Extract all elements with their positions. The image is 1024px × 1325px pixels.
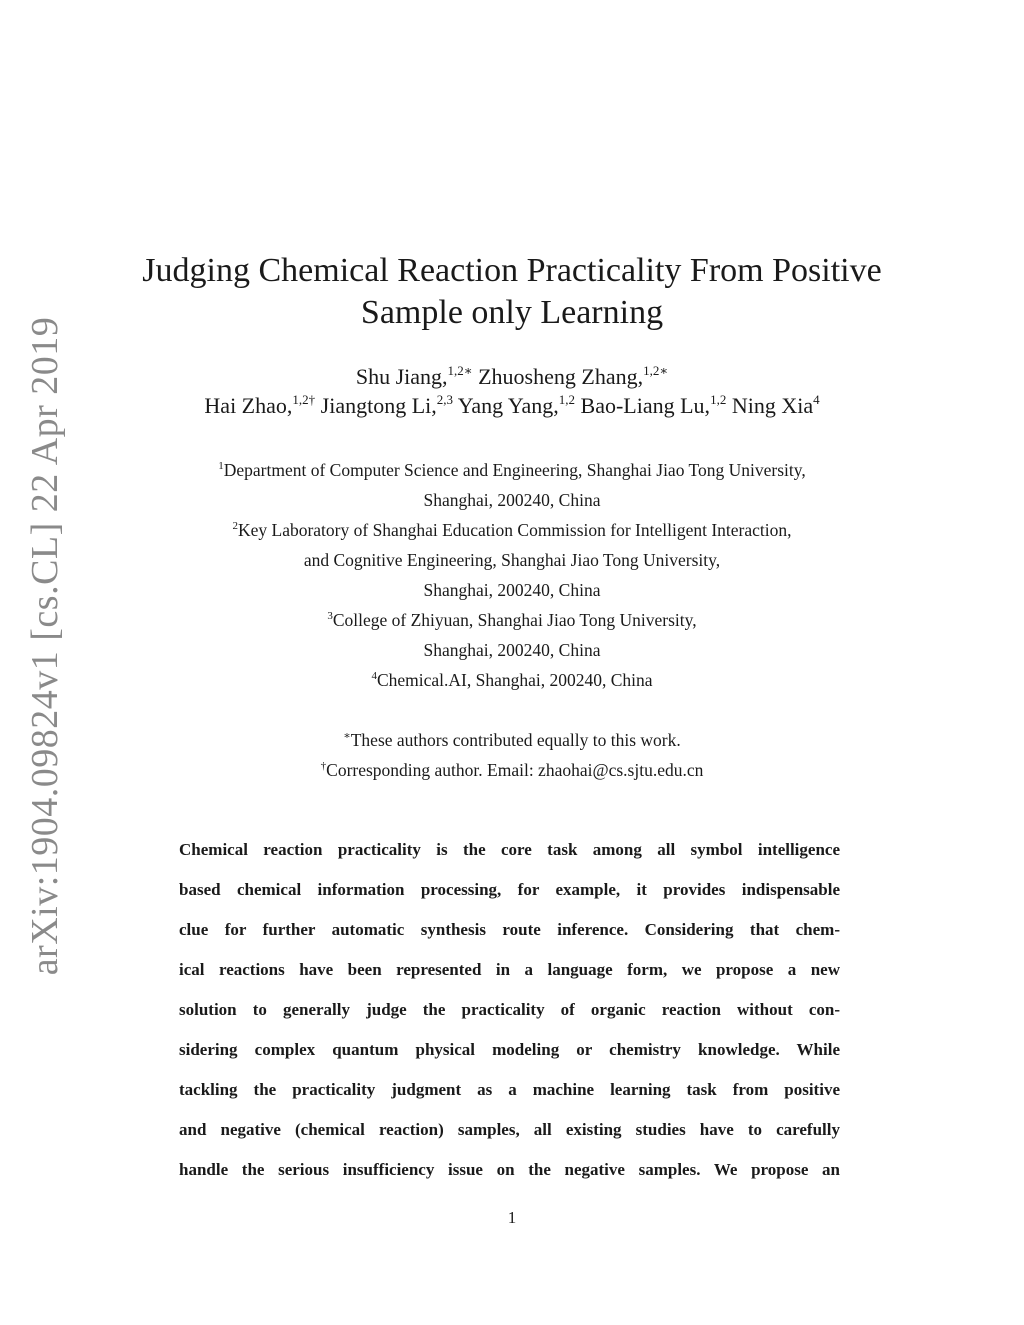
author-notes: [0, 725, 1024, 785]
abstract-line: handle the serious insufficiency issue on the negative samples. We propose an: [179, 1160, 840, 1179]
affiliation-line: [0, 455, 1024, 485]
abstract-line: based chemical information processing, for example, it provides indispensable: [179, 880, 840, 899]
author-affiliation-marker: 1,2∗: [643, 363, 669, 378]
title-line: Sample only Learning: [360, 294, 664, 331]
note-marker: †: [320, 760, 327, 772]
affiliation-line: [0, 515, 1024, 545]
note-marker: ∗: [343, 730, 351, 742]
abstract-line: ical reactions have been represented in a language form, we propose a new: [179, 960, 840, 979]
author-line: [0, 362, 1024, 391]
equal-contribution-note: [0, 725, 1024, 755]
affiliation-text: Shanghai, 200240, China: [423, 490, 601, 510]
author-name: Shu Jiang,: [355, 364, 448, 389]
affiliation-text: Shanghai, 200240, China: [423, 640, 601, 660]
note-text: These authors contributed equally to this work.: [350, 730, 681, 750]
affiliation-text: College of Zhiyuan, Shanghai Jiao Tong University,: [332, 610, 697, 630]
abstract-line: sidering complex quantum physical modeling or chemistry knowledge. While: [179, 1040, 840, 1059]
author-name: Ning Xia: [731, 393, 814, 418]
title-line: Judging Chemical Reaction Practicality From Positive: [142, 252, 882, 289]
author-name: Yang Yang,: [457, 393, 559, 418]
author-name: Jiangtong Li,: [320, 393, 437, 418]
author-name: Bao-Liang Lu,: [580, 393, 711, 418]
affiliation-line: [0, 635, 1024, 665]
affiliation-line: [0, 485, 1024, 515]
abstract-line: and negative (chemical reaction) samples, all existing studies have to carefully: [179, 1120, 840, 1139]
affiliation-line: [0, 605, 1024, 635]
author-affiliation-marker: 1,2∗: [447, 363, 473, 378]
affiliation-text: Key Laboratory of Shanghai Education Commission for Intelligent Interaction,: [237, 520, 792, 540]
page-number: 1: [507, 1208, 517, 1227]
abstract: [179, 830, 840, 1190]
author-affiliation-marker: 2,3: [436, 392, 453, 407]
paper-title: [0, 250, 1024, 334]
affiliation-line: [0, 545, 1024, 575]
affiliation-line: [0, 575, 1024, 605]
abstract-line: tackling the practicality judgment as a machine learning task from positive: [179, 1080, 840, 1099]
affiliation-text: Chemical.AI, Shanghai, 200240, China: [376, 670, 653, 690]
affiliation-marker: 4: [371, 670, 377, 682]
author-list: [0, 362, 1024, 420]
author-affiliation-marker: 1,2: [558, 392, 576, 407]
abstract-line: solution to generally judge the practicality of organic reaction without con-: [179, 1000, 840, 1019]
author-affiliation-marker: 1,2†: [292, 392, 316, 407]
note-text: Corresponding author. Email: zhaohai@cs.sjtu.edu.cn: [326, 760, 704, 780]
author-affiliation-marker: 1,2: [710, 392, 727, 407]
author-name: Zhuosheng Zhang,: [478, 364, 644, 389]
affiliation-marker: 1: [218, 460, 224, 472]
affiliation-list: [0, 455, 1024, 695]
affiliation-text: Department of Computer Science and Engineering, Shanghai Jiao Tong University,: [223, 460, 806, 480]
author-name: Hai Zhao,: [204, 393, 293, 418]
affiliation-marker: 3: [327, 610, 333, 622]
affiliation-marker: 2: [232, 520, 238, 532]
arxiv-stamp: arXiv:1904.09824v1 [cs.CL] 22 Apr 2019: [24, 316, 66, 976]
author-line: [0, 391, 1024, 420]
author-affiliation-marker: 4: [813, 392, 820, 407]
affiliation-text: and Cognitive Engineering, Shanghai Jiao Tong University,: [303, 550, 721, 570]
corresponding-author-note: [0, 755, 1024, 785]
affiliation-line: [0, 665, 1024, 695]
affiliation-text: Shanghai, 200240, China: [423, 580, 601, 600]
abstract-line: clue for further automatic synthesis route inference. Considering that chem-: [179, 920, 840, 939]
abstract-line: Chemical reaction practicality is the core task among all symbol intelligence: [179, 840, 840, 859]
